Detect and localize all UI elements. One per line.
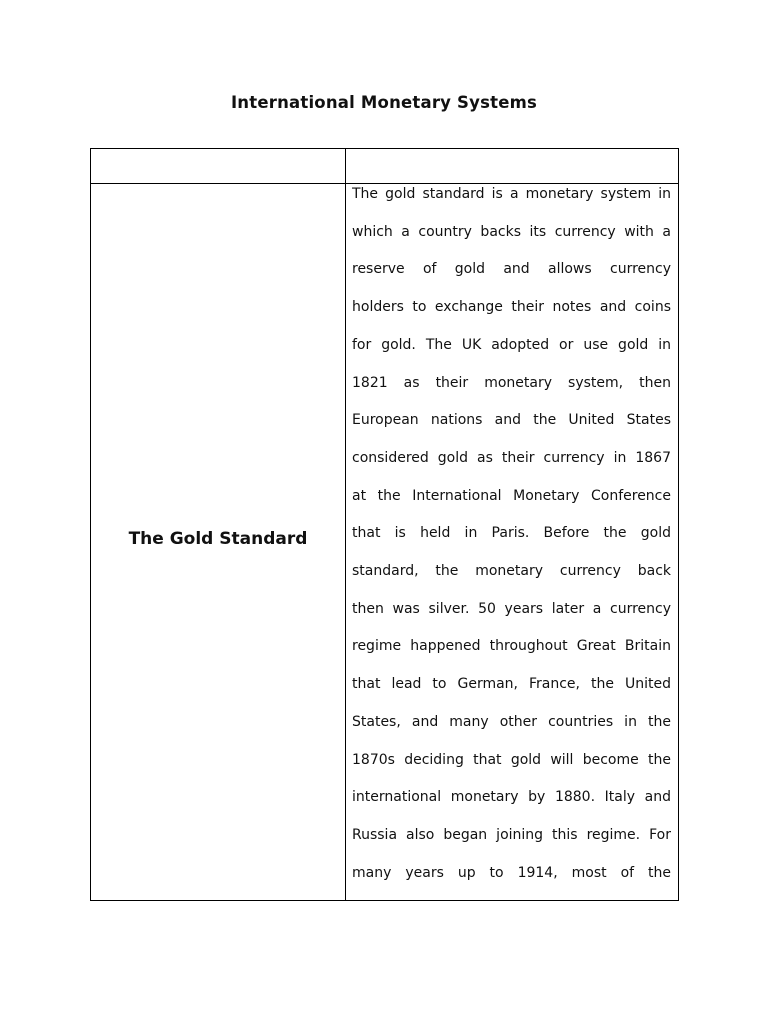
description-line: European nations and the United States: [352, 412, 671, 429]
description-line: for gold. The UK adopted or use gold in: [352, 336, 671, 353]
table-cell-description: [352, 184, 671, 900]
column-divider: [345, 149, 346, 900]
description-line: that is held in Paris. Before the gold: [352, 525, 671, 542]
description-line: holders to exchange their notes and coins: [352, 299, 671, 316]
description-line: international monetary by 1880. Italy and: [352, 789, 671, 806]
page-title: International Monetary Systems: [230, 93, 538, 112]
monetary-systems-table: [90, 148, 679, 901]
description-line: States, and many other countries in the: [352, 713, 671, 730]
description-line: The gold standard is a monetary system in: [352, 186, 671, 202]
description-line: standard, the monetary currency back: [352, 563, 671, 579]
description-line: that lead to German, France, the United: [352, 676, 671, 693]
description-line: at the International Monetary Conference: [352, 487, 671, 504]
description-line: which a country backs its currency with a: [352, 223, 671, 240]
description-line: considered gold as their currency in 1867: [352, 449, 671, 466]
description-line: 1821 as their monetary system, then: [352, 374, 671, 391]
table-header-row: [91, 149, 678, 184]
description-line: many years up to 1914, most of the: [352, 864, 671, 881]
table-cell-topic: [91, 184, 345, 900]
description-line: 1870s deciding that gold will become the: [352, 751, 671, 768]
description-line: then was silver. 50 years later a currency: [352, 600, 671, 617]
description-line: Russia also began joining this regime. For: [352, 826, 671, 843]
topic-label: The Gold Standard: [128, 529, 308, 549]
description-line: reserve of gold and allows currency: [352, 261, 671, 278]
description-line: regime happened throughout Great Britain: [352, 638, 671, 655]
